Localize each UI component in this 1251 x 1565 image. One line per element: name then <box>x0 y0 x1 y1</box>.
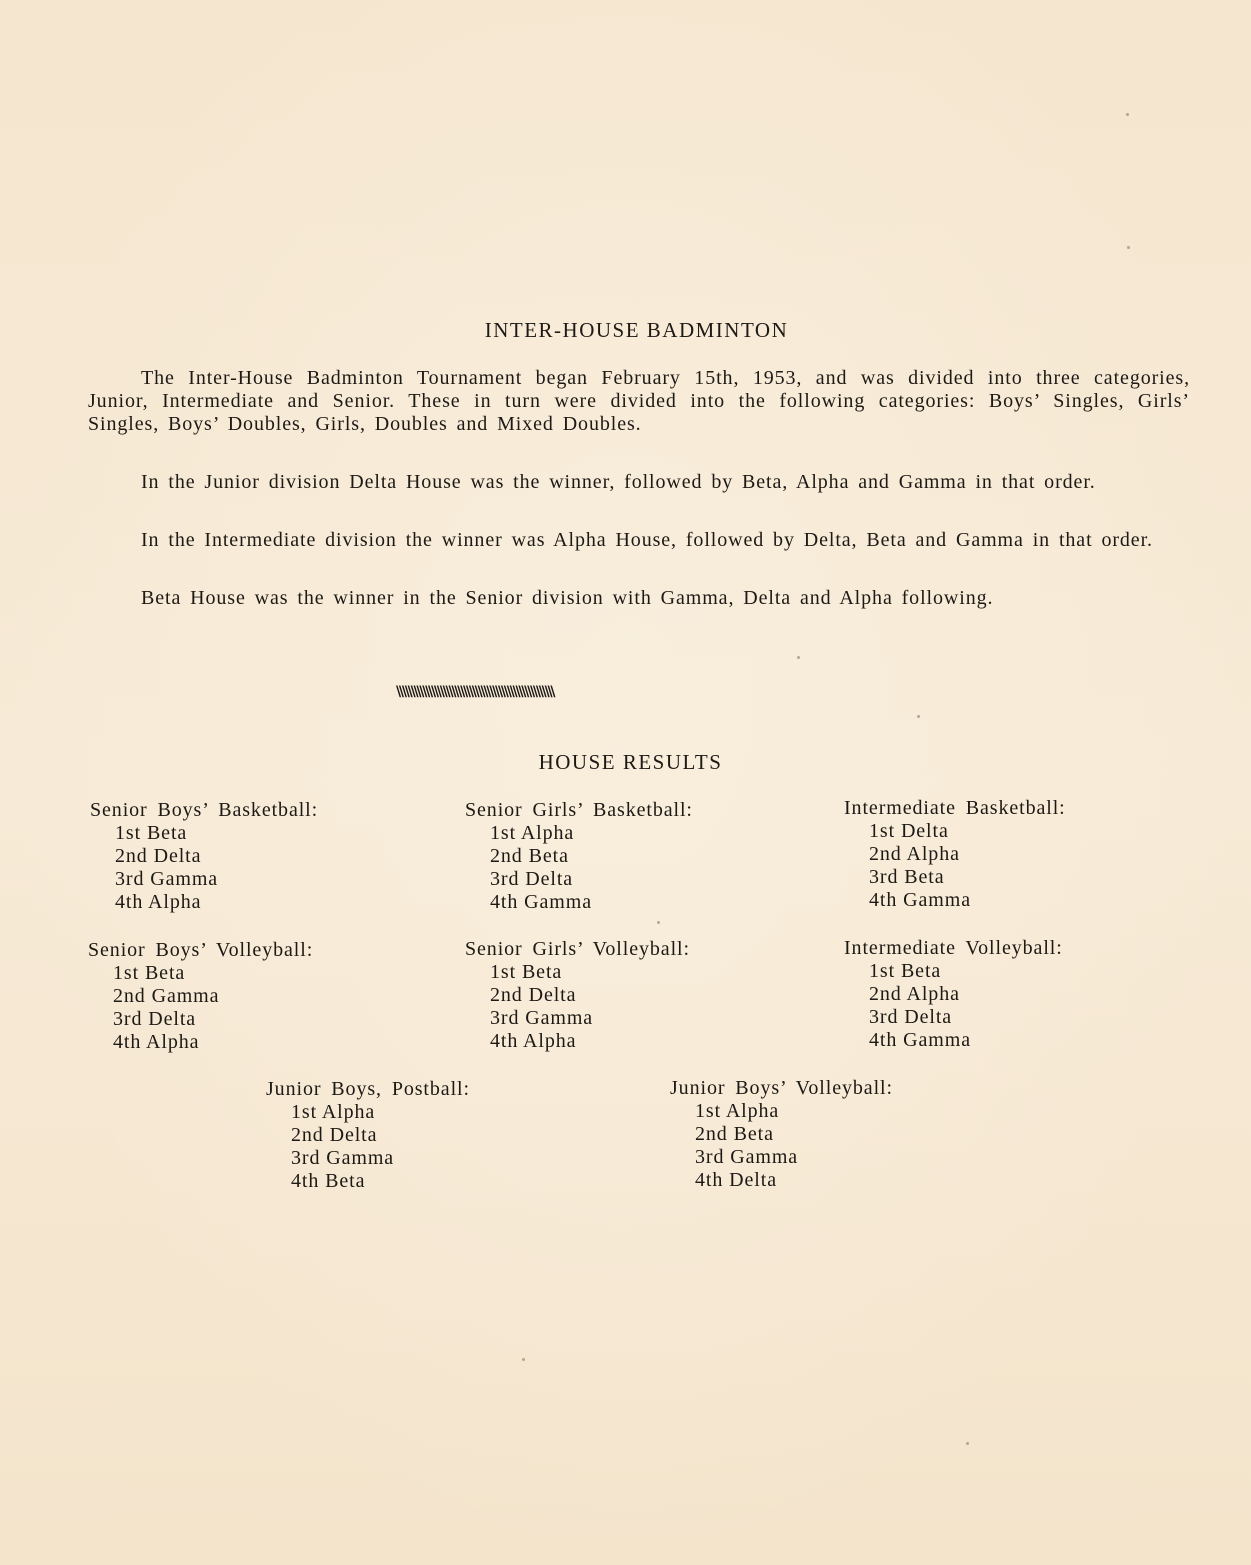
placing-item: 4th Alpha <box>113 1031 200 1053</box>
placing-item: 3rd Gamma <box>115 868 219 890</box>
badminton-paragraph: The Inter-House Badminton Tournament began February 15th, 1953, and was divided into three categories, Junior, Intermediate and Senior. These in turn were divided into the following categories: Boys’ Singles, Girls’ Singles, Boys’ Doubles, Girls, Doubles and Mixed Doubles. <box>88 367 1190 435</box>
paper-speck <box>797 656 800 659</box>
placings-list <box>844 960 1063 1052</box>
placings-list <box>465 961 690 1053</box>
result-block-junior-boys-volleyball <box>670 1077 893 1192</box>
paper-speck <box>917 715 920 718</box>
result-block-senior-girls-volleyball <box>465 938 690 1053</box>
placing-item: 3rd Delta <box>490 868 574 890</box>
placing-item: 4th Gamma <box>490 891 592 913</box>
placing-item: 1st Alpha <box>695 1100 780 1122</box>
paper-speck <box>657 921 660 924</box>
placing-item: 1st Beta <box>115 822 188 844</box>
placings-list <box>88 962 313 1054</box>
placing-item: 2nd Beta <box>490 845 569 867</box>
placing-item: 2nd Delta <box>490 984 577 1006</box>
placings-list <box>670 1100 893 1192</box>
placing-item: 1st Alpha <box>490 822 575 844</box>
badminton-paragraph: In the Junior division Delta House was the winner, followed by Beta, Alpha and Gamma in that order. <box>141 471 1096 493</box>
placing-item: 2nd Delta <box>115 845 202 867</box>
result-block-senior-boys-basketball <box>90 799 318 914</box>
placing-item: 4th Delta <box>695 1169 777 1191</box>
placing-item: 3rd Gamma <box>695 1146 799 1168</box>
placing-item: 3rd Gamma <box>291 1147 395 1169</box>
placing-item: 2nd Alpha <box>869 983 960 1005</box>
placing-item: 4th Gamma <box>869 1029 971 1051</box>
placings-list <box>90 822 318 914</box>
result-heading: Senior Girls’ Basketball: <box>465 799 693 821</box>
placing-item: 2nd Alpha <box>869 843 960 865</box>
placing-item: 4th Beta <box>291 1170 366 1192</box>
placings-list <box>266 1101 470 1193</box>
placing-item: 1st Alpha <box>291 1101 376 1123</box>
placing-item: 4th Alpha <box>490 1030 577 1052</box>
badminton-paragraph: In the Intermediate division the winner was Alpha House, followed by Delta, Beta and Gamma in that order. <box>141 529 1153 551</box>
paper-speck <box>522 1358 525 1361</box>
placing-item: 2nd Delta <box>291 1124 378 1146</box>
paper-speck <box>1127 246 1130 249</box>
placing-item: 3rd Gamma <box>490 1007 594 1029</box>
result-heading: Intermediate Basketball: <box>844 797 1066 819</box>
ornamental-divider: \\\\\\\\\\\\\\\\\\\\\\\\\\\\\\\\\\\\\\\\\\\\\\\\\\\\\\ <box>396 684 554 700</box>
placing-item: 1st Beta <box>113 962 186 984</box>
paper-speck <box>1126 113 1129 116</box>
result-heading: Junior Boys, Postball: <box>266 1078 470 1100</box>
placing-item: 1st Beta <box>869 960 942 982</box>
placing-item: 4th Gamma <box>869 889 971 911</box>
result-heading: Junior Boys’ Volleyball: <box>670 1077 893 1099</box>
placing-item: 3rd Beta <box>869 866 945 888</box>
result-heading: Senior Boys’ Volleyball: <box>88 939 314 961</box>
result-block-junior-boys-postball <box>266 1078 470 1193</box>
placing-item: 3rd Delta <box>113 1008 197 1030</box>
placing-item: 3rd Delta <box>869 1006 953 1028</box>
result-block-senior-boys-volleyball <box>88 939 313 1054</box>
badminton-paragraph: Beta House was the winner in the Senior division with Gamma, Delta and Alpha following. <box>141 587 994 609</box>
placing-item: 2nd Gamma <box>113 985 220 1007</box>
house-results-title: HOUSE RESULTS <box>538 750 723 774</box>
placings-list <box>465 822 693 914</box>
result-heading: Senior Boys’ Basketball: <box>90 799 319 821</box>
result-block-intermediate-volleyball <box>844 937 1063 1052</box>
placing-item: 2nd Beta <box>695 1123 774 1145</box>
placing-item: 4th Alpha <box>115 891 202 913</box>
result-heading: Senior Girls’ Volleyball: <box>465 938 690 960</box>
placings-list <box>844 820 1066 912</box>
placing-item: 1st Delta <box>869 820 949 842</box>
paper-speck <box>966 1442 969 1445</box>
result-heading: Intermediate Volleyball: <box>844 937 1063 959</box>
placing-item: 1st Beta <box>490 961 563 983</box>
badminton-title: INTER-HOUSE BADMINTON <box>484 318 789 342</box>
result-block-senior-girls-basketball <box>465 799 693 914</box>
result-block-intermediate-basketball <box>844 797 1066 912</box>
